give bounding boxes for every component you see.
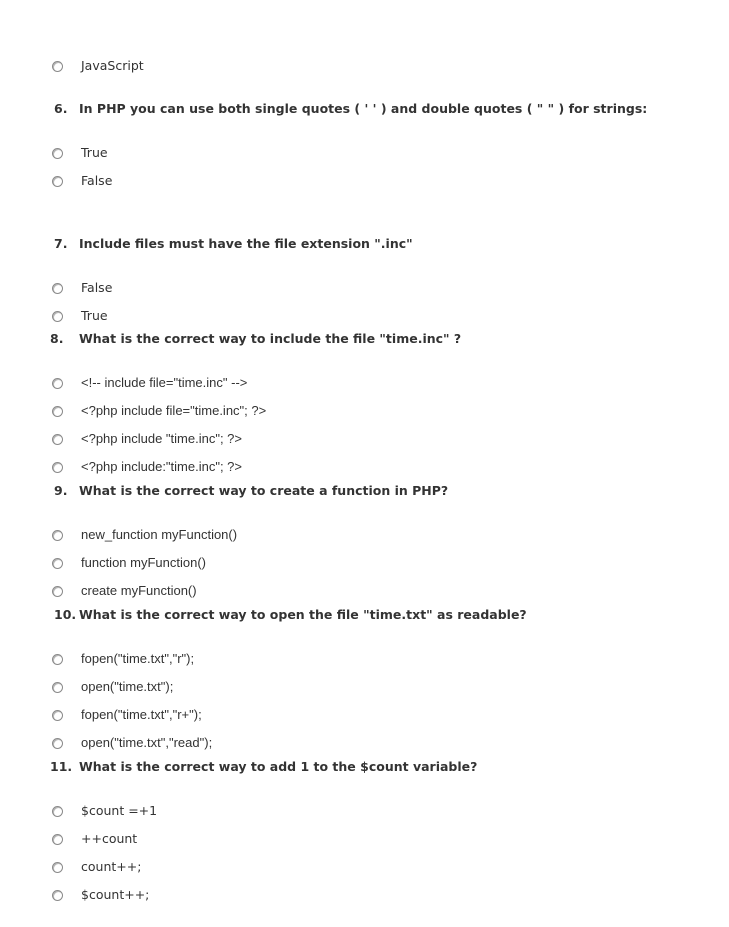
question-number: 10. xyxy=(54,607,77,622)
option-row[interactable] xyxy=(52,403,267,419)
option-label: JavaScript xyxy=(81,58,144,73)
question-text: In PHP you can use both single quotes ( ' ' ) and double quotes ( " " ) for strings: xyxy=(79,101,648,116)
option-label: <?php include "time.inc"; ?> xyxy=(81,431,242,446)
option-label: $count++; xyxy=(81,887,150,902)
question-number: 6. xyxy=(54,101,68,116)
option-label: new_function myFunction() xyxy=(81,527,238,542)
radio-button[interactable] xyxy=(52,806,63,817)
option-label: ++count xyxy=(81,831,138,846)
option-row[interactable] xyxy=(52,859,142,875)
radio-button[interactable] xyxy=(52,682,63,693)
option-row[interactable] xyxy=(52,375,248,391)
option-label: create myFunction() xyxy=(81,583,197,598)
question-text: Include files must have the file extension ".inc" xyxy=(79,236,413,251)
option-label: True xyxy=(81,308,108,323)
radio-button[interactable] xyxy=(52,530,63,541)
radio-button[interactable] xyxy=(52,148,63,159)
option-label: <?php include:"time.inc"; ?> xyxy=(81,459,242,474)
radio-button[interactable] xyxy=(52,834,63,845)
radio-button[interactable] xyxy=(52,710,63,721)
option-label: $count =+1 xyxy=(81,803,158,818)
option-row[interactable] xyxy=(52,280,113,296)
option-row[interactable] xyxy=(52,459,242,475)
option-row[interactable] xyxy=(52,555,206,571)
option-label: <!-- include file="time.inc" --> xyxy=(81,375,248,390)
option-row[interactable] xyxy=(52,707,202,723)
question-text: What is the correct way to create a function in PHP? xyxy=(79,483,449,498)
option-row[interactable] xyxy=(52,803,158,819)
option-row[interactable] xyxy=(52,431,242,447)
radio-button[interactable] xyxy=(52,862,63,873)
option-row[interactable] xyxy=(52,308,108,324)
option-label: fopen("time.txt","r"); xyxy=(81,651,195,666)
question-text: What is the correct way to include the file "time.inc" ? xyxy=(79,331,462,346)
radio-button[interactable] xyxy=(52,61,63,72)
radio-button[interactable] xyxy=(52,311,63,322)
option-row[interactable] xyxy=(52,527,238,543)
option-label: function myFunction() xyxy=(81,555,206,570)
radio-button[interactable] xyxy=(52,558,63,569)
question-number: 8. xyxy=(50,331,64,346)
option-row[interactable] xyxy=(52,735,213,751)
option-row[interactable] xyxy=(52,173,113,189)
option-label: count++; xyxy=(81,859,142,874)
option-label: fopen("time.txt","r+"); xyxy=(81,707,202,722)
question-text: What is the correct way to add 1 to the $count variable? xyxy=(79,759,478,774)
option-label: open("time.txt","read"); xyxy=(81,735,213,750)
radio-button[interactable] xyxy=(52,434,63,445)
option-row[interactable] xyxy=(52,679,174,695)
option-label: <?php include file="time.inc"; ?> xyxy=(81,403,267,418)
option-label: open("time.txt"); xyxy=(81,679,174,694)
question-number: 9. xyxy=(54,483,68,498)
radio-button[interactable] xyxy=(52,462,63,473)
radio-button[interactable] xyxy=(52,890,63,901)
radio-button[interactable] xyxy=(52,176,63,187)
option-label: False xyxy=(81,280,113,295)
option-label: False xyxy=(81,173,113,188)
radio-button[interactable] xyxy=(52,283,63,294)
radio-button[interactable] xyxy=(52,586,63,597)
option-label: True xyxy=(81,145,108,160)
option-row[interactable] xyxy=(52,583,197,599)
question-number: 7. xyxy=(54,236,68,251)
option-row[interactable] xyxy=(52,651,195,667)
question-text: What is the correct way to open the file "time.txt" as readable? xyxy=(79,607,527,622)
option-row[interactable] xyxy=(52,831,138,847)
question-number: 11. xyxy=(50,759,73,774)
radio-button[interactable] xyxy=(52,738,63,749)
radio-button[interactable] xyxy=(52,406,63,417)
option-row[interactable] xyxy=(52,58,144,74)
radio-button[interactable] xyxy=(52,654,63,665)
option-row[interactable] xyxy=(52,887,150,903)
radio-button[interactable] xyxy=(52,378,63,389)
option-row[interactable] xyxy=(52,145,108,161)
